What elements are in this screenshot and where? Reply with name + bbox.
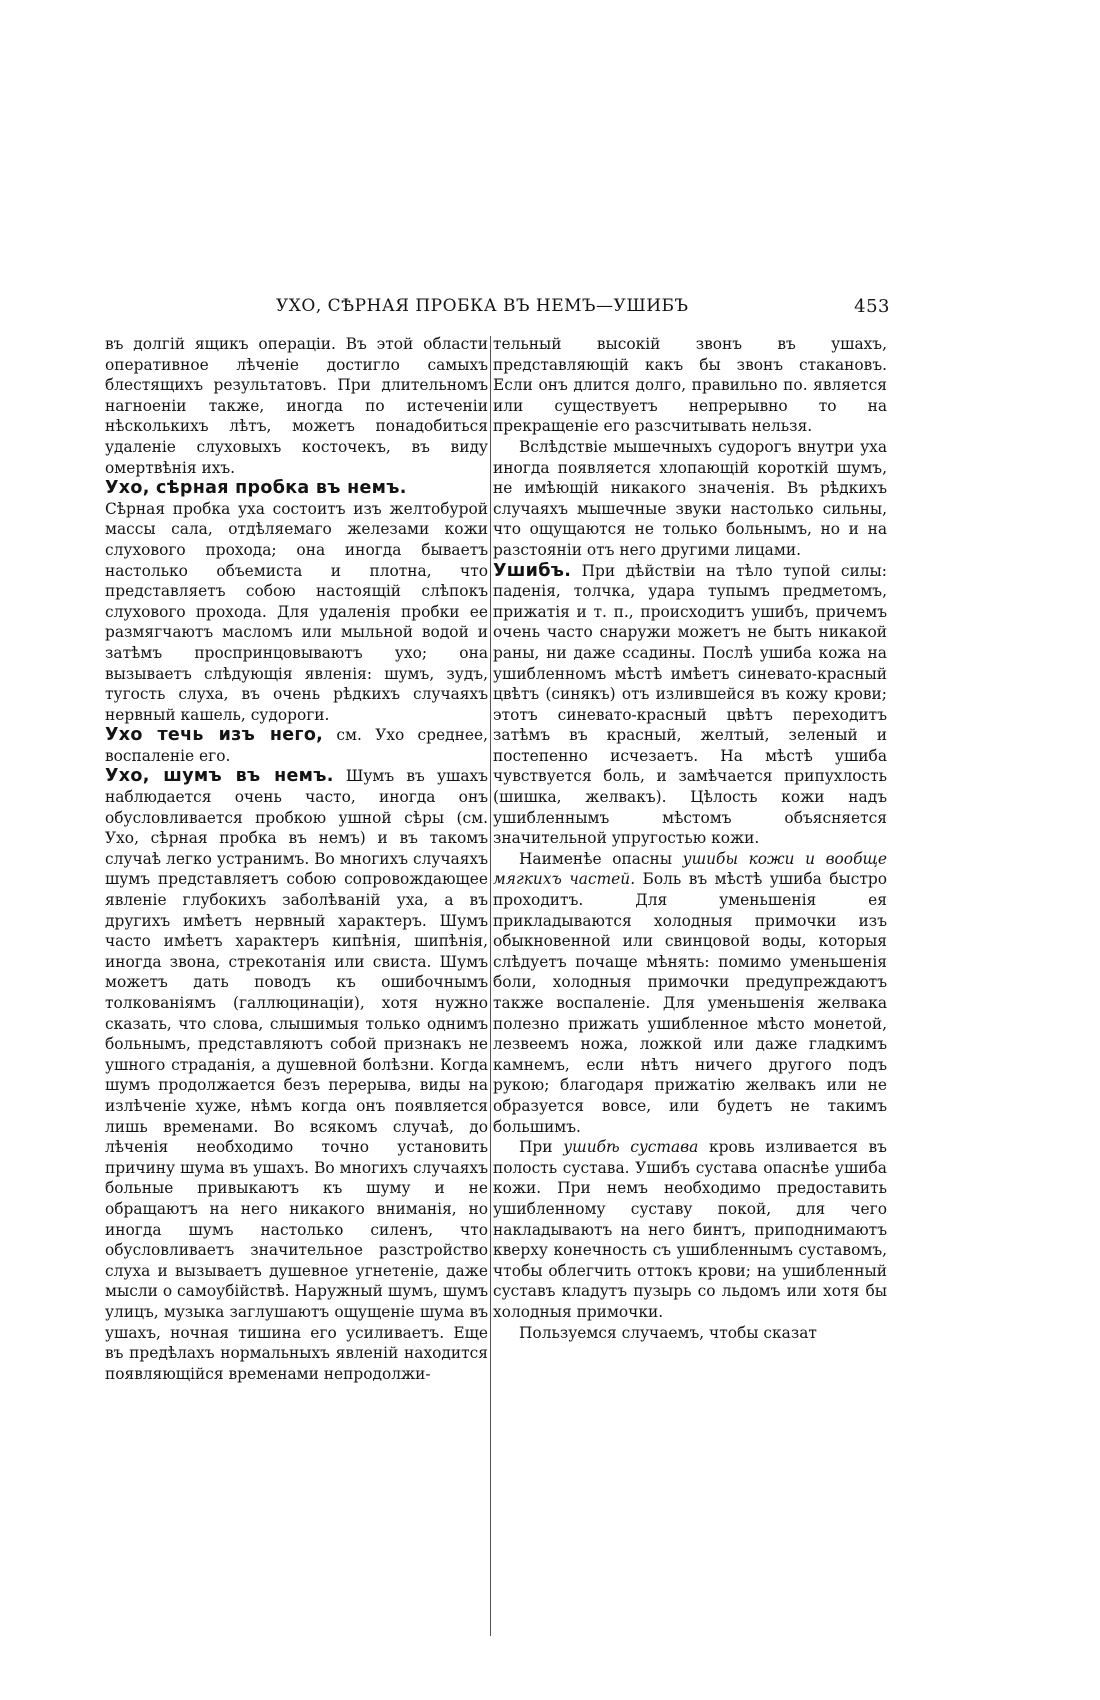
paragraph-continuation-right: тельный высокій звонъ въ ушахъ, представляющій какъ бы звонъ стакановъ. Если онъ длится долго, правильно по. является или существуетъ непрерывно то на прекращеніе его разсчитывать нельзя. [493, 335, 887, 436]
text-fragment: Наименѣе опасны [519, 849, 673, 868]
page-number: 453 [854, 296, 890, 317]
entry-heading-bruise: Ушибъ. [493, 560, 572, 581]
paragraph-soft-tissue-bruise [493, 849, 887, 1137]
paragraph-joint-bruise [493, 1137, 887, 1322]
entry-ear-wax [105, 478, 488, 499]
paragraph-continuation: въ долгій ящикъ операціи. Въ этой области оперативное лѣченіе достигло самыхъ блестящихъ результатовъ. При длительномъ нагноеніи также, иногда по истеченіи нѣсколькихъ лѣтъ, можетъ понадобиться удаленіе слуховыхъ косточекъ, въ виду омертвѣнія ихъ. [105, 335, 488, 477]
paragraph-muscle-spasms: Вслѣдствіе мышечныхъ судорогъ внутри уха иногда появляется хлопающій короткій шумъ, не имѣющій никакого значенія. Въ рѣдкихъ случаяхъ мышечные звуки настолько сильны, что ощущаются не только больнымъ, но и на разстояніи отъ него другими лицами. [493, 437, 887, 559]
entry-text-ear-noise: Шумъ въ ушахъ наблюдается очень часто, иногда онъ обусловливается пробкою ушной сѣры (см. Ухо, сѣрная пробка въ немъ) и въ такомъ случаѣ легко устранимъ. Во многихъ случаяхъ шумъ представляетъ собою сопровождающее явленіе глубокихъ заболѣваній уха, а въ другихъ имѣетъ нервный характеръ. Шумъ часто имѣетъ характеръ кипѣнія, шипѣнія, иногда звона, стрекотанія или свиста. Шумъ можетъ дать поводъ къ ошибочнымъ толкованіямъ (галлюцинаціи), хотя нужно сказать, что слова, слышимыя только однимъ больнымъ, представляютъ собой признакъ не ушного страданія, а душевной болѣзни. Когда шумъ продолжается безъ перерыва, виды на излѣченіе хуже, нѣмъ когда онъ появляется лишь временами. Во всякомъ случаѣ, до лѣченія необходимо точно установить причину шума въ ушахъ. Во многихъ случаяхъ больные привыкаютъ къ шуму и не обращаютъ на него никакого вниманія, но иногда шумъ настолько силенъ, что обусловливаетъ значительное разстройство слуха и вызываетъ душевное угнетеніе, даже мысли о самоубійствѣ. Наружный шумъ, шумъ улицъ, музыка заглушаютъ ощущеніе шума въ ушахъ, ночная тишина его усиливаетъ. Еще въ предѣлахъ нормальныхъ явленій находится появляющійся временами непродолжи- [105, 767, 488, 1383]
entry-heading-ear-noise: Ухо, шумъ въ немъ. [105, 766, 334, 787]
text-fragment: При [519, 1138, 553, 1157]
italic-term: ушибѣ сустава [563, 1138, 699, 1157]
right-column [493, 334, 887, 1343]
entry-text-ear-wax: Сѣрная пробка уха состоитъ изъ желтобурой массы сала, отдѣляемаго железами кожи слухового прохода; она иногда бываетъ настолько объемиста и плотна, что представляетъ собою настоящій слѣпокъ слухового прохода. Для удаленія пробки ее размягчаютъ масломъ или мыльной водой и затѣмъ проспринцовываютъ ухо; она вызываетъ слѣдующія явленія: шумъ, зудъ, тугость слуха, въ очень рѣдкихъ случаяхъ нервный кашель, судороги. [105, 499, 488, 724]
entry-ear-noise [105, 766, 488, 1384]
italic-term: ушибы кожи и вообще мягкихъ частей. [493, 849, 887, 889]
left-column [105, 334, 488, 1384]
entry-text-bruise: При дѣйствіи на тѣло тупой силы: паденія, толчка, удара тупымъ предметомъ, прижатія и т. п., происходитъ ушибъ, причемъ очень часто снаружи можетъ не быть никакой раны, ни даже ссадины. Послѣ ушиба кожа на ушибленномъ мѣстѣ имѣетъ синевато-красный цвѣтъ (синякъ) отъ излившейся въ кожу крови; этотъ синевато-красный цвѣтъ переходитъ затѣмъ въ красный, желтый, зеленый и постепенно исчезаетъ. На мѣстѣ ушиба чувствуется боль, и замѣчается припухлость (шишка, желвакъ). Цѣлость кожи надъ ушибленнымъ мѣстомъ объясняется значительной упругостью кожи. [493, 561, 887, 848]
running-title: УХО, СѢРНАЯ ПРОБКА ВЪ НЕМЪ—УШИБЪ [276, 296, 689, 316]
paragraph-final: Пользуемся случаемъ, чтобы сказат [519, 1323, 817, 1342]
entry-heading-ear-discharge: Ухо течь изъ него, [105, 725, 324, 746]
column-divider [490, 336, 491, 1636]
text-fragment: Боль въ мѣстѣ ушиба быстро проходитъ. Для уменьшенія ея прикладываются холодныя примочки изъ обыкновенной или свинцовой воды, которыя слѣдуетъ почаще мѣнять: помимо уменьшенія боли, холодныя примочки предупреждаютъ также воспаленіе. Для уменьшенія желвака полезно прижать ушибленное мѣсто монетой, лезвеемъ ножа, ложкой или даже гладкимъ камнемъ, если нѣтъ ничего другого подъ рукою; благодаря прижатію желвакъ или не образуется вовсе, или будетъ не такимъ большимъ. [493, 870, 887, 1136]
entry-bruise [493, 561, 887, 849]
entry-heading-ear-wax: Ухо, сѣрная пробка въ немъ. [105, 478, 407, 499]
text-fragment: кровь изливается въ полость сустава. Ушибъ сустава опаснѣе ушиба кожи. При немъ необходимо предоставить ушибленному суставу покой, для чего накладываютъ на него бинтъ, приподнимаютъ кверху конечность съ ушибленнымъ суставомъ, чтобы облегчить оттокъ крови; на ушибленный суставъ кладутъ пузырь со льдомъ или хотя бы холодныя примочки. [493, 1138, 887, 1321]
running-head [100, 296, 890, 326]
entry-text-ear-discharge: см. Ухо среднее, воспаленіе его. [105, 726, 488, 765]
entry-ear-discharge [105, 725, 488, 766]
